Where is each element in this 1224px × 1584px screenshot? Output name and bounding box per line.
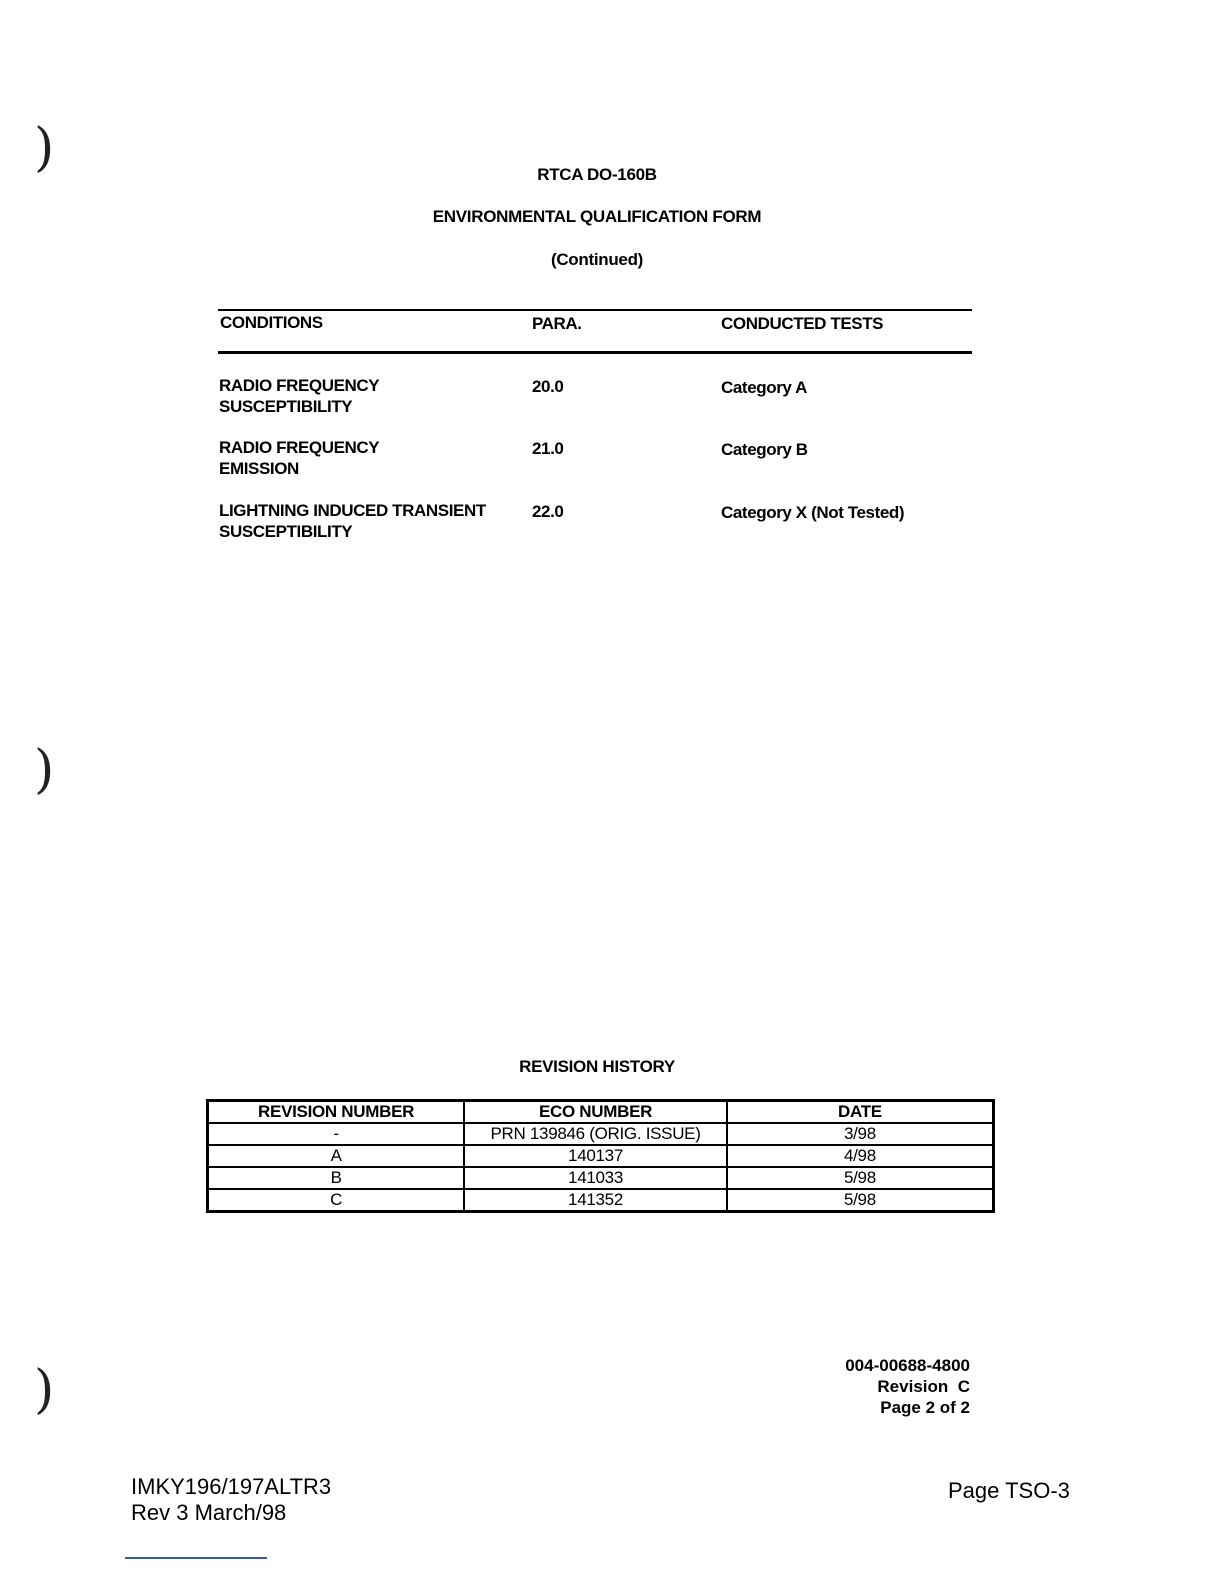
table-header-rule — [218, 351, 972, 354]
table-row — [208, 1189, 994, 1212]
form-title: ENVIRONMENTAL QUALIFICATION FORM — [432, 207, 762, 226]
test-value: Category B — [721, 440, 808, 459]
footer-left-block — [131, 1474, 331, 1526]
header-revision-number: REVISION NUMBER — [208, 1101, 465, 1124]
binder-hole-mark-bottom: ) — [34, 1360, 55, 1420]
eco-number: 141352 — [464, 1189, 727, 1212]
header-conditions: CONDITIONS — [220, 313, 323, 332]
revision-date: 3/98 — [727, 1123, 994, 1145]
document-id-block — [845, 1355, 970, 1418]
binder-hole-mark-middle: ) — [34, 740, 55, 800]
condition-label: RADIO FREQUENCY — [219, 438, 380, 457]
revision-date: 5/98 — [727, 1167, 994, 1189]
revision-header-row — [208, 1101, 994, 1124]
revision-number: A — [208, 1145, 465, 1167]
document-revision: Revision C — [877, 1377, 970, 1396]
eco-number: PRN 139846 (ORIG. ISSUE) — [464, 1123, 727, 1145]
header-para: PARA. — [532, 314, 582, 333]
table-row — [208, 1123, 994, 1145]
para-value: 20.0 — [532, 377, 564, 396]
condition-label-line2: EMISSION — [219, 459, 299, 478]
table-row — [208, 1167, 994, 1189]
table-row — [208, 1145, 994, 1167]
footer-underline — [125, 1557, 267, 1559]
footer-rev-date: Rev 3 March/98 — [131, 1500, 287, 1525]
table-top-rule — [218, 309, 972, 311]
condition-label-line2: SUSCEPTIBILITY — [219, 522, 353, 541]
document-standard-title: RTCA DO-160B — [537, 165, 657, 184]
test-value: Category A — [721, 378, 808, 397]
header-date: DATE — [727, 1101, 994, 1124]
para-value: 22.0 — [532, 502, 564, 521]
document-page-count: Page 2 of 2 — [880, 1398, 970, 1417]
footer-doc-code: IMKY196/197ALTR3 — [131, 1474, 332, 1499]
condition-label: RADIO FREQUENCY — [219, 376, 380, 395]
condition-label: LIGHTNING INDUCED TRANSIENT — [219, 501, 486, 520]
binder-hole-mark-top: ) — [34, 118, 55, 178]
revision-date: 5/98 — [727, 1189, 994, 1212]
continued-label: (Continued) — [550, 250, 644, 269]
header-eco-number: ECO NUMBER — [464, 1101, 727, 1124]
header-conducted-tests: CONDUCTED TESTS — [721, 314, 884, 333]
revision-history-table — [206, 1099, 995, 1213]
para-value: 21.0 — [532, 439, 564, 458]
condition-label-line2: SUSCEPTIBILITY — [219, 397, 353, 416]
revision-history-title: REVISION HISTORY — [519, 1057, 675, 1076]
footer-page-label: Page TSO-3 — [948, 1478, 1070, 1503]
revision-number: C — [208, 1189, 465, 1212]
eco-number: 140137 — [464, 1145, 727, 1167]
revision-date: 4/98 — [727, 1145, 994, 1167]
revision-number: B — [208, 1167, 465, 1189]
document-number: 004-00688-4800 — [845, 1356, 970, 1375]
revision-number: - — [208, 1123, 465, 1145]
eco-number: 141033 — [464, 1167, 727, 1189]
test-value: Category X (Not Tested) — [721, 503, 905, 522]
